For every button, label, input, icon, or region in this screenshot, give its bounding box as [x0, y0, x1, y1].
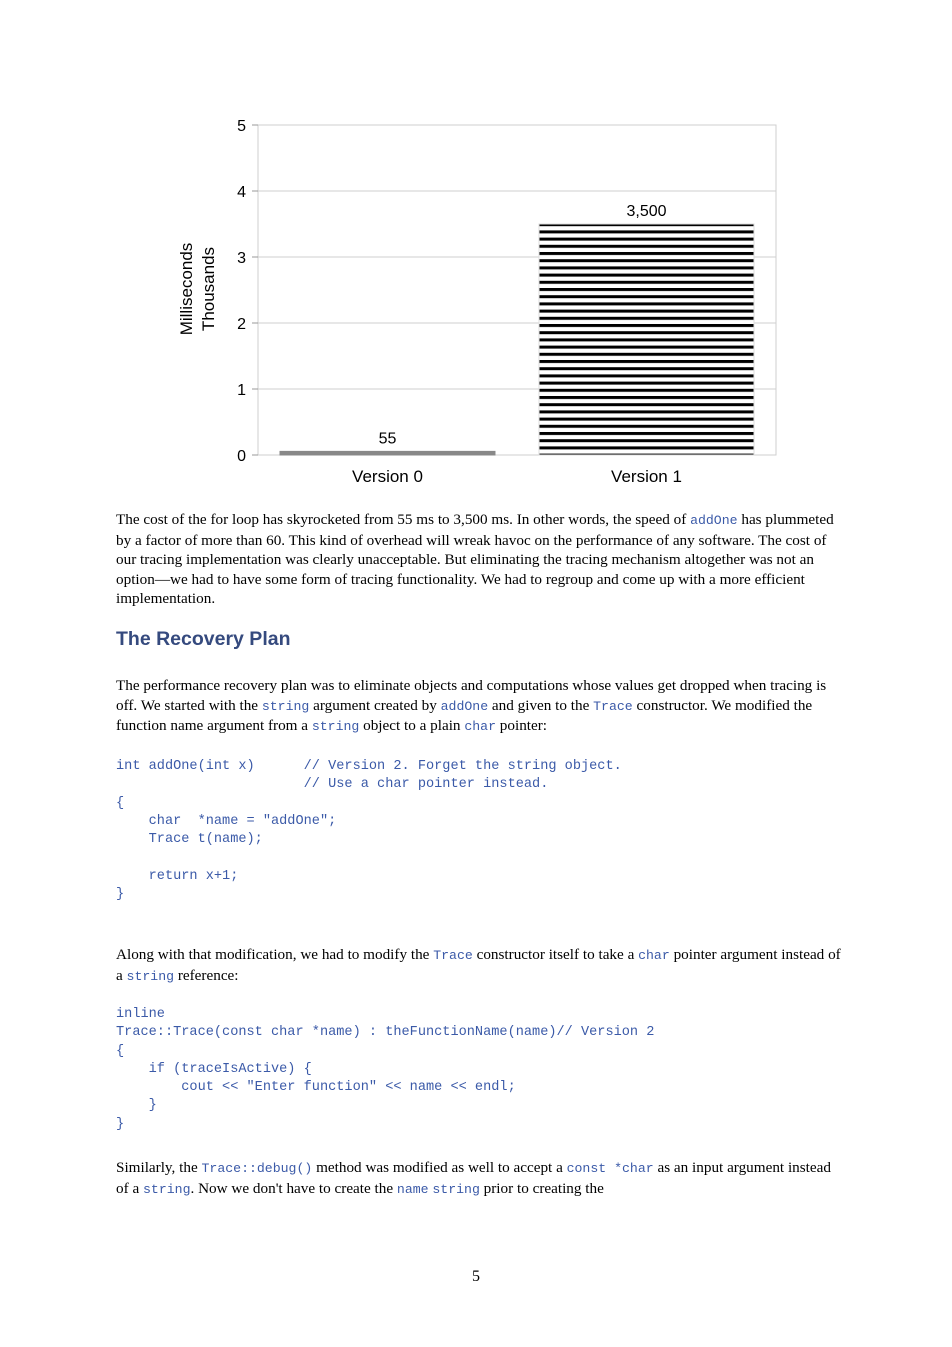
- inline-code: string: [261, 698, 310, 714]
- inline-code: addOne: [440, 698, 489, 714]
- inline-code: addOne: [690, 513, 738, 528]
- inline-code: char: [464, 719, 496, 734]
- inline-code: Trace: [593, 698, 633, 714]
- y-tick-label: 2: [237, 316, 246, 333]
- y-tick-label: 1: [237, 382, 246, 399]
- data-label: 3,500: [626, 203, 667, 220]
- y-tick-label: 3: [237, 250, 246, 267]
- code-block-addone: int addOne(int x) // Version 2. Forget the string object. // Use a char pointer instead. { char *name = "addOne"; Trace t(name); return x+1; }: [116, 759, 622, 903]
- code-block-trace-constructor: inline Trace::Trace(const char *name) : theFunctionName(name)// Version 2 { if (traceIsActive) { cout << "Enter function" << name << endl; } }: [116, 1007, 655, 1132]
- inline-code: const *char: [566, 1161, 654, 1176]
- bar-chart: [0, 0, 952, 500]
- paragraph-cost: The cost of the for loop has skyrocketed from 55 ms to 3,500 ms. In other words, the speed of addOne has plummeted by a factor of more than 60. This kind of overhead will wreak havoc on the performance of any software. The cost of our tracing implementation was clearly unacceptable. But eliminating the tracing mechanism altogether was not an option—we had to have some form of tracing functionality. We had to regroup and come up with a more efficient implementation.: [116, 511, 834, 607]
- inline-code: Trace: [433, 948, 473, 963]
- inline-code: Trace::debug(): [201, 1161, 313, 1176]
- y-axis-label-line: Milliseconds: [177, 242, 196, 336]
- paragraph-constructor: Along with that modification, we had to modify the Trace constructor itself to take a char pointer argument instead of a string reference:: [116, 946, 841, 984]
- category-label: Version 1: [611, 467, 682, 486]
- category-label: Version 0: [352, 467, 423, 486]
- page-number: 5: [472, 1268, 480, 1285]
- inline-code: string: [126, 968, 175, 984]
- inline-code: name: [396, 1181, 429, 1197]
- y-tick-label: 5: [237, 118, 246, 135]
- y-tick-label: 4: [237, 184, 246, 201]
- y-tick-label: 0: [237, 448, 246, 465]
- chart-y-axis-label: [177, 243, 218, 336]
- inline-code: string: [432, 1181, 480, 1197]
- inline-code: string: [311, 719, 360, 734]
- chart-category-labels: [352, 467, 682, 486]
- paragraph-recovery-plan: The performance recovery plan was to eliminate objects and computations whose values get dropped when tracing is off. We started with the string argument created by addOne and given to the Trace constructor. We modified the function name argument from a string object to a plain char pointer:: [116, 677, 827, 734]
- data-label: 55: [378, 430, 397, 448]
- section-heading: The Recovery Plan: [116, 628, 291, 650]
- inline-code: string: [143, 1181, 191, 1197]
- chart-bars: [280, 224, 754, 455]
- chart-y-tick-labels: [237, 118, 246, 465]
- bar-1: [539, 224, 754, 455]
- bar-0: [280, 451, 495, 455]
- paragraph-debug: Similarly, the Trace::debug() method was modified as well to accept a const *char as an input argument instead of a string. Now we don't have to create the name string prior to creating the: [116, 1159, 831, 1197]
- inline-code: char: [638, 948, 670, 963]
- y-axis-label-line: Thousands: [199, 246, 218, 332]
